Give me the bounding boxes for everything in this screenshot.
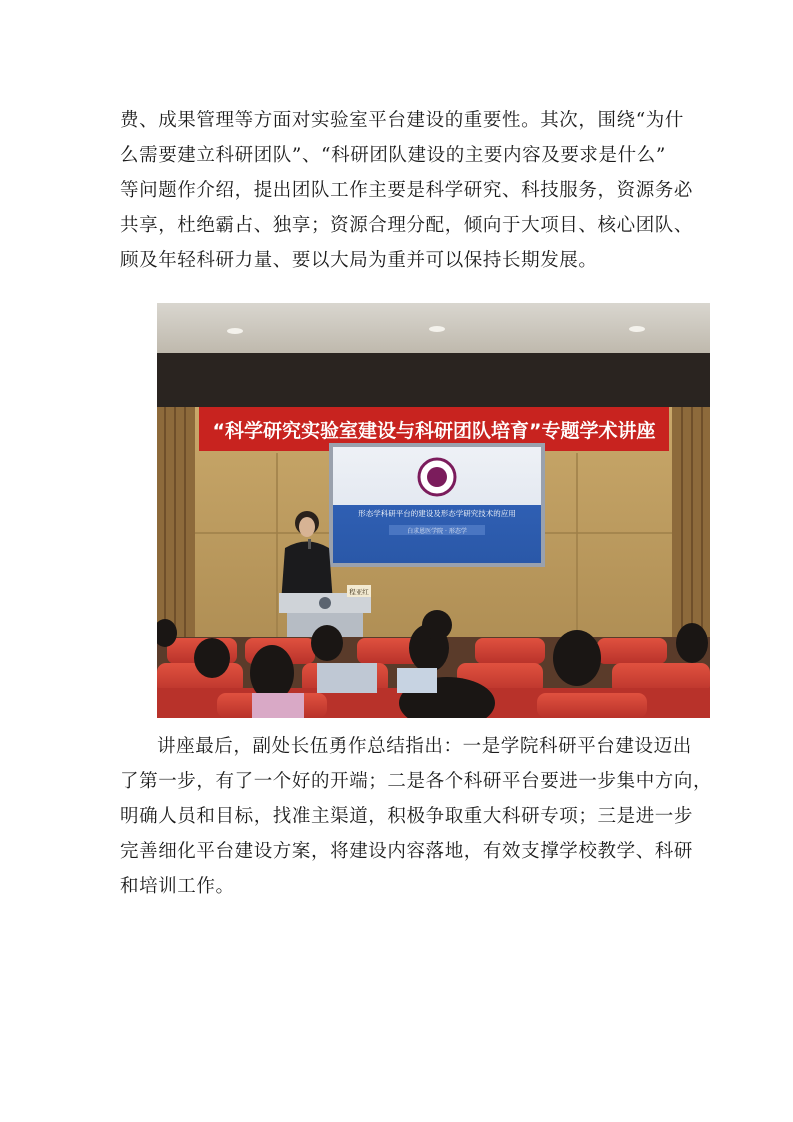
paragraph-intro: [120, 103, 694, 278]
text-line: 共享，杜绝霸占、独享；资源合理分配，倾向于大项目、核心团队、: [120, 215, 694, 236]
banner-text: “科学研究实验室建设与科研团队培育”专题学术讲座: [212, 420, 656, 442]
text-line: 等问题作介绍，提出团队工作主要是科学研究、科技服务，资源务必: [120, 180, 694, 201]
text-line: 费、成果管理等方面对实验室平台建设的重要性。其次，围绕“为什: [120, 110, 684, 131]
text-line: 完善细化平台建设方案，将建设内容落地，有效支撑学校教学、科研: [120, 841, 694, 862]
slide-subtitle: 白求恩医学院 · 形态学: [407, 528, 467, 535]
text-line: 顾及年轻科研力量、要以大局为重并可以保持长期发展。: [120, 250, 598, 271]
text-line: 了第一步，有了一个好的开端；二是各个科研平台要进一步集中方向，: [120, 771, 713, 792]
lecture-photo: [157, 303, 710, 718]
text-line: 明确人员和目标，找准主渠道，积极争取重大科研专项；三是进一步: [120, 806, 694, 827]
text-line: 和培训工作。: [120, 876, 235, 897]
slide-title: 形态学科研平台的建设及形态学研究技术的应用: [358, 509, 516, 518]
paragraph-conclusion: [120, 729, 713, 904]
text-line: 么需要建立科研团队”、“科研团队建设的主要内容及要求是什么”: [120, 145, 666, 166]
text-line: 讲座最后，副处长伍勇作总结指出：一是学院科研平台建设迈出: [157, 736, 692, 757]
podium-name-sign: 程亚红: [349, 588, 369, 596]
